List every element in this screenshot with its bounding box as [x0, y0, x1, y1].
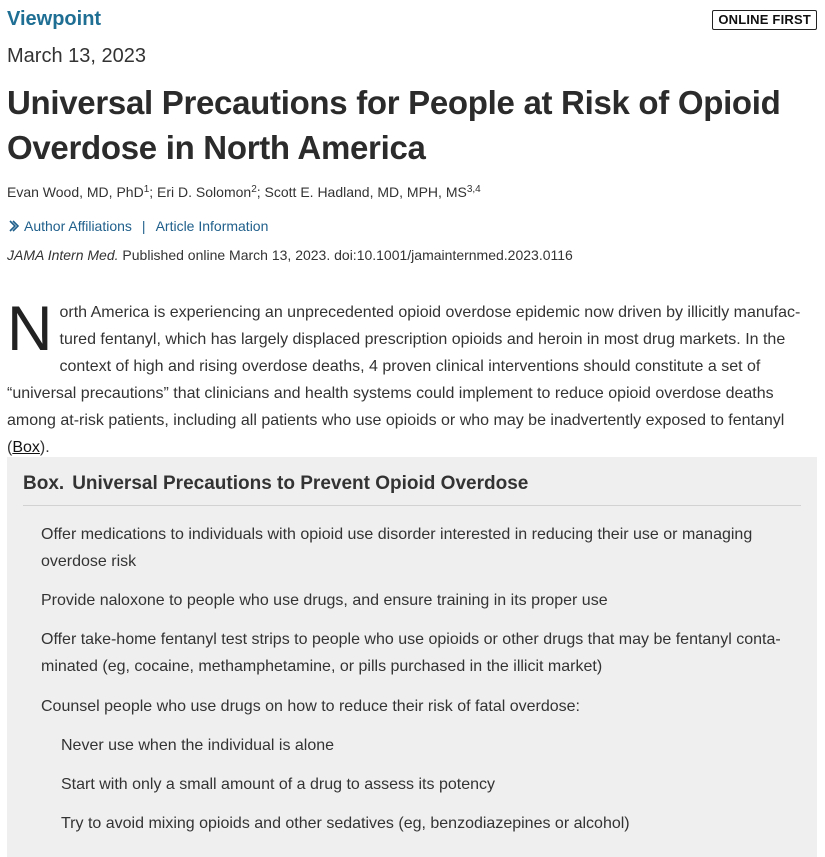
box-title	[23, 473, 528, 495]
intro-paragraph	[7, 294, 813, 461]
box-label: Box.	[23, 473, 65, 494]
box-list-item: Provide naloxone to people who use drugs, and ensure training in its proper use	[41, 592, 608, 609]
section-label[interactable]: Viewpoint	[7, 8, 102, 30]
publication-date: March 13, 2023	[7, 45, 146, 67]
author-name[interactable]: Eri D. Solomon	[157, 184, 252, 200]
author-list: Evan Wood, MD, PhD$^1$; Eri D. Solomon$^2$; Scott E. Hadland, MD, MPH, MS$^{3,4}$	[7, 184, 481, 200]
citation-details: Published online March 13, 2023. doi:10.1001/jamainternmed.2023.0116	[118, 247, 573, 263]
box-sub-item: Never use when the individual is alone	[61, 737, 335, 754]
journal-name: JAMA Intern Med.	[7, 247, 119, 263]
box-link[interactable]: Box	[12, 439, 40, 456]
article-links	[7, 218, 268, 234]
drop-cap: N	[7, 294, 53, 364]
box-panel	[7, 457, 817, 857]
author-affiliation-marker: 1	[143, 184, 150, 195]
intro-tail: ).	[39, 439, 50, 456]
author-name[interactable]: Evan Wood, MD, PhD	[7, 184, 144, 200]
chevron-right-icon	[7, 219, 21, 233]
box-list-item: Offer medications to individuals with opioid use disorder interested in reducing their use or managing overdose risk	[41, 526, 753, 570]
box-sub-item: Start with only a small amount of a drug to assess its potency	[61, 776, 495, 793]
author-name[interactable]: Scott E. Hadland, MD, MPH, MS	[264, 184, 467, 200]
author-affiliation-marker: 3,4	[466, 184, 481, 195]
author-affiliations-link[interactable]: Author Affiliations	[24, 218, 132, 234]
box-list-item: Counsel people who use drugs on how to reduce their risk of fatal overdose:	[41, 698, 580, 715]
article-information-link[interactable]: Article Information	[155, 218, 269, 234]
online-first-badge: ONLINE FIRST	[712, 10, 817, 30]
author-affiliation-marker: 2	[251, 184, 257, 195]
citation	[7, 247, 573, 263]
link-separator: |	[141, 218, 146, 234]
box-title-text: Universal Precautions to Prevent Opioid Overdose	[72, 473, 529, 494]
box-sub-item: Try to avoid mixing opioids and other sedatives (eg, benzodiazepines or alcohol)	[61, 815, 630, 832]
intro-text: orth America is experiencing an unprecedented opioid overdose epidemic now driven by illicitly manufactured fentanyl, which has largely displaced prescription opioids and heroin in most drug markets. In the context of high and rising overdose deaths, 4 proven clinical interventions should constitute a set of “universal precautions” that clinicians and health systems could implement to reduce opioid overdose deaths among at-risk patients, including all patients who use opioids or who may be inadvertently exposed to fentanyl (	[7, 304, 801, 456]
box-divider	[23, 505, 801, 506]
page-title: Universal Precautions for People at Risk of Opioid Overdose in North America	[7, 84, 781, 166]
box-list-item: Offer take-home fentanyl test strips to people who use opioids or other drugs that may be fentanyl contaminated (eg, cocaine, methamphetamine, or pills purchased in the illicit market)	[41, 631, 781, 675]
